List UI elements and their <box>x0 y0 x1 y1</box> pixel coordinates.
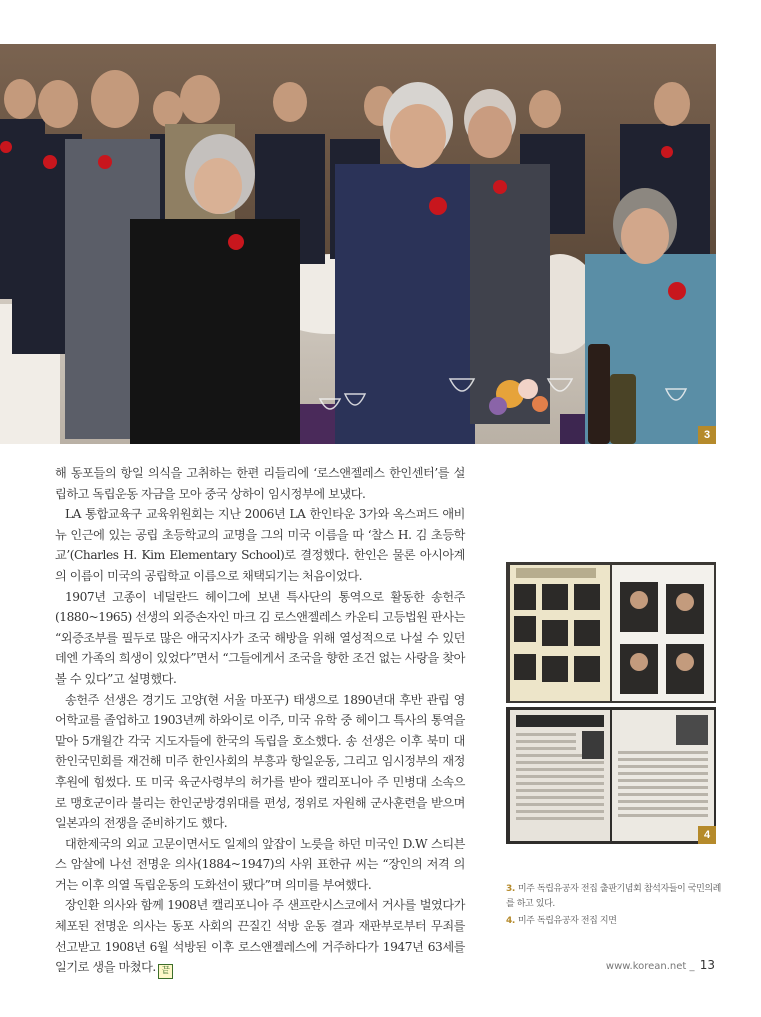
book-portraits-illustration <box>506 562 716 703</box>
caption-text: 미주 독립유공자 전집 지면 <box>517 916 617 926</box>
end-mark-icon: 끝 <box>158 964 173 979</box>
photo-number-badge: 4 <box>698 826 716 844</box>
article-paragraph: 송헌주 선생은 경기도 고양(현 서울 마포구) 태생으로 1890년대 후반 관립 영어학교를 졸업하고 1903년께 하와이로 이주, 미국 유학 중 헤이그 특사의 통역을 맡아 5개월간 각국 지도자들에 한국의 독립을 호소했다. 송 선생은 이후 북미 대한인국민회를 재건해 미주 한인사회의 부흥과 항일운동, 그리고 임시정부의 재정 후원에 힘썼다. 또 미국 육군사령부의 허가를 받아 캘리포니아 주 민병대 소속으로 맹호군이라 불리는 한인군방경위대를 편성, 정위로 자원해 군사훈련을 받으며 일본과의 전쟁을 준비하기도 했다. <box>55 692 465 831</box>
article-paragraph: 대한제국의 외교 고문이면서도 일제의 앞잡이 노릇을 하던 미국인 D.W 스티븐스 암살에 나선 전명운 의사(1884~1947)의 사위 표한규 씨는 “장인의 저격 의거는 이후 의열 독립운동의 도화선이 됐다”며 의미를 부여했다. <box>55 836 465 892</box>
article-paragraph: 해 동포들의 항일 의식을 고취하는 한편 리들리에 ‘로스앤젤레스 한인센터’를 설립하고 독립운동 자금을 모아 중국 상하이 임시정부에 보냈다. <box>55 466 465 501</box>
caption-number: 4. <box>506 916 515 926</box>
article-paragraph: LA 통합교육구 교육위원회는 지난 2006년 LA 한인타운 3가와 옥스퍼드 애비뉴 인근에 있는 공립 초등학교의 교명을 그의 미국 이름을 따 ‘찰스 H. 김 초등학교’(Charles H. Kim Elementary School)로 결정했다. 한인은 물론 아시아계의 이름이 미국의 공립학교 이름으로 채택되기는 처음이었다. <box>55 507 465 583</box>
article-paragraph: 1907년 고종이 네덜란드 헤이그에 보낸 특사단의 통역으로 활동한 송헌주(1880~1965) 선생의 외증손자인 마크 김 로스앤젤레스 카운티 고등법원 판사는 “외증조부를 필두로 많은 애국지사가 조국 해방을 위해 열성적으로 나설 수 있던 데엔 가족의 희생이 있었다”면서 “그들에게서 조국을 향한 조건 없는 사랑을 찾아볼 수 있다”고 설명했다. <box>55 589 465 686</box>
book-spread-photo-bottom <box>506 707 716 844</box>
photo-number-badge: 3 <box>698 426 716 444</box>
photo-captions <box>506 882 726 931</box>
caption-3 <box>506 882 726 912</box>
ceremony-photo <box>0 44 716 444</box>
page-number: 13 <box>699 958 715 972</box>
article-paragraph-text: 장인환 의사와 함께 1908년 캘리포니아 주 샌프란시스코에서 거사를 벌였다가 체포된 전명운 의사는 동포 사회의 끈질긴 석방 운동 결과 재판부로부터 무죄를 선고받고 1908년 6월 석방된 이후 로스앤젤레스에 거주하다가 1947년 63세를 일기로 생을 마쳤다. <box>55 898 465 975</box>
page-footer <box>606 958 715 972</box>
caption-number: 3. <box>506 884 515 894</box>
ceremony-photo-illustration <box>0 44 716 444</box>
footer-site-link[interactable]: www.korean.net _ <box>605 961 695 972</box>
book-pages-illustration <box>506 707 716 844</box>
article-paragraph-last <box>55 895 465 979</box>
caption-4 <box>506 914 726 929</box>
article-body <box>55 463 465 979</box>
book-spread-photo-top <box>506 562 716 703</box>
caption-text: 미주 독립유공자 전집 출판기념회 참석자들이 국민의례를 하고 있다. <box>506 884 721 909</box>
